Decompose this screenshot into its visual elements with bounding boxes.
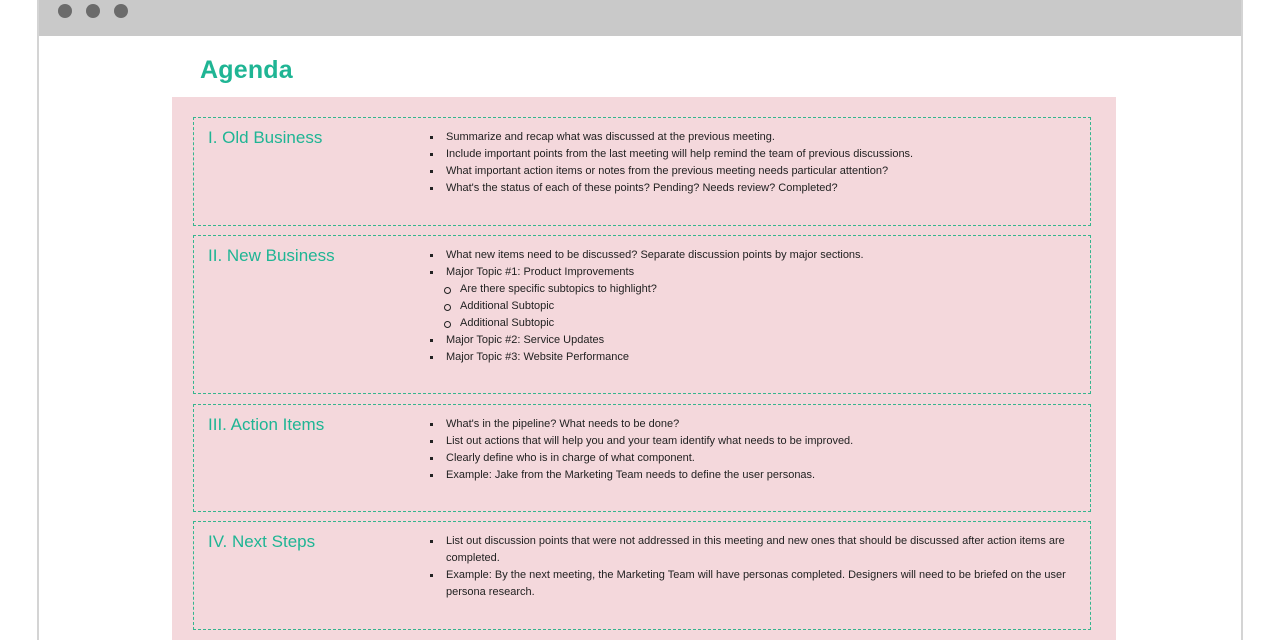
list-item: Summarize and recap what was discussed at the previous meeting. [430,129,1070,146]
list-item: Major Topic #3: Website Performance [430,349,1070,366]
window-minimize-dot[interactable] [86,4,100,18]
sub-list-item: Additional Subtopic [430,315,1070,332]
list-item: List out discussion points that were not addressed in this meeting and new ones that should be discussed after action items are completed. [430,533,1070,567]
section-title: III. Action Items [208,415,325,434]
window-close-dot[interactable] [58,4,72,18]
section-action-items [193,404,1091,512]
list-item: What's in the pipeline? What needs to be done? [430,416,1070,433]
window-titlebar [39,0,1241,36]
sub-list-item: Additional Subtopic [430,298,1070,315]
sub-list-item: Are there specific subtopics to highlight? [430,281,1070,298]
list-item: Major Topic #2: Service Updates [430,332,1070,349]
page-title: Agenda [200,56,293,84]
list-item: Major Topic #1: Product Improvements [430,264,1070,281]
list-item: Example: Jake from the Marketing Team needs to define the user personas. [430,467,1070,484]
list-item: Clearly define who is in charge of what component. [430,450,1070,467]
bullet-list [430,129,1070,197]
list-item: Include important points from the last meeting will help remind the team of previous discussions. [430,146,1070,163]
list-item: List out actions that will help you and your team identify what needs to be improved. [430,433,1070,450]
section-title: II. New Business [208,246,335,265]
section-title: I. Old Business [208,128,323,147]
section-next-steps [193,521,1091,630]
list-item: What important action items or notes from the previous meeting needs particular attention? [430,163,1070,180]
window-maximize-dot[interactable] [114,4,128,18]
section-old-business [193,117,1091,226]
list-item: What new items need to be discussed? Separate discussion points by major sections. [430,247,1070,264]
section-title: IV. Next Steps [208,532,316,551]
section-new-business [193,235,1091,394]
browser-window [37,0,1243,640]
list-item: Example: By the next meeting, the Marketing Team will have personas completed. Designers will need to be briefed on the user persona research. [430,567,1070,601]
agenda-panel [172,97,1116,640]
list-item: What's the status of each of these points? Pending? Needs review? Completed? [430,180,1070,197]
bullet-list [430,533,1070,601]
bullet-list [430,416,1070,484]
bullet-list [430,247,1070,366]
